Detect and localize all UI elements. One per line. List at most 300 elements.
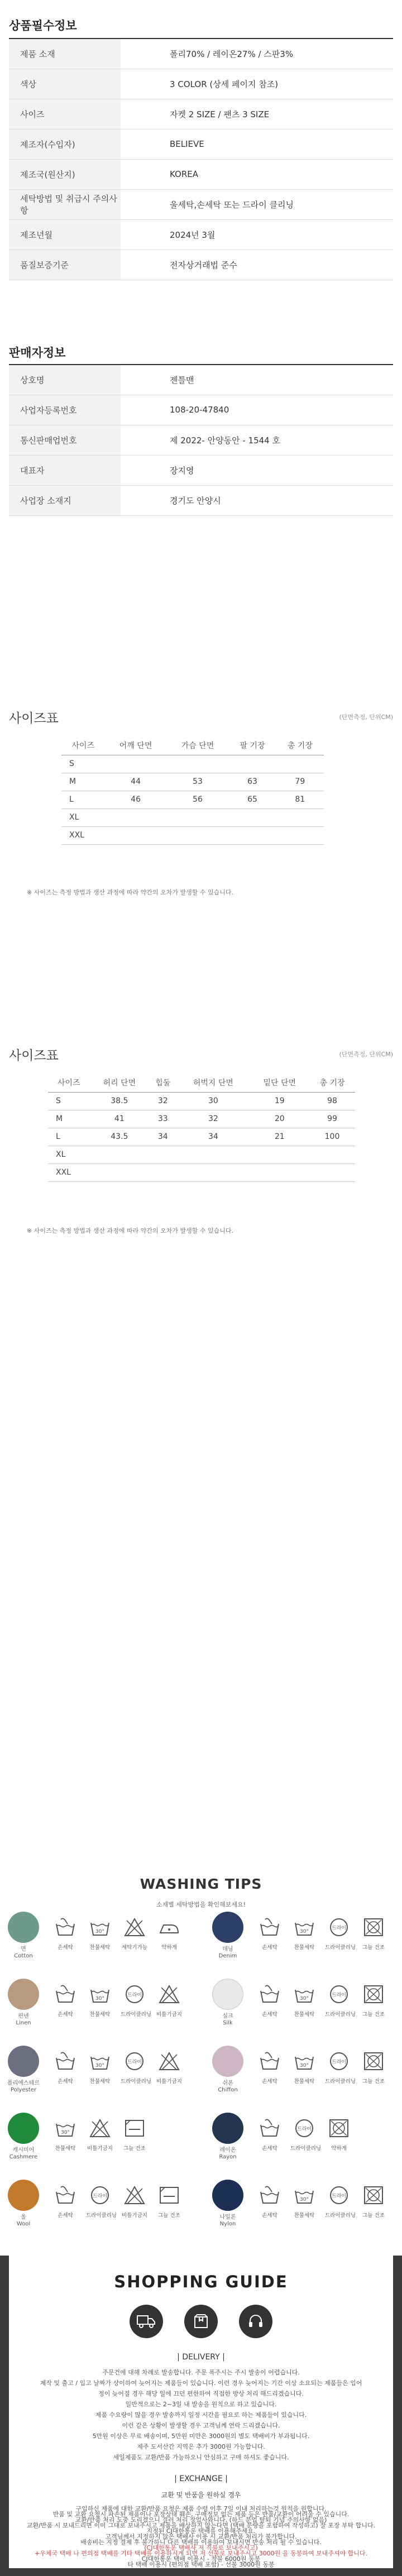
care-symbol [290,2184,318,2219]
guide-text-line: 제품 수요량이 많을 경우 발송까지 일정 시간을 필요로 하는 제품들이 있습니다. [95,2411,307,2419]
temp-wash-icon [86,1983,114,2005]
guide-text-line: 구입하신 제품에 대한 교환/반품 요청은 제품 수령 이후 7일 이내 처리하는것 원칙을 원합니다. [75,2505,327,2512]
washing-tips-subtitle: 소재별 세탁방법을 확인해보세요! [156,1901,246,1908]
fabric-swatch [212,1912,243,1943]
package-box-icon [184,2305,218,2338]
washing-tips-section [0,1876,402,2227]
fabric-row [0,1979,195,2040]
size-column-header: 어깨 단면 [105,736,167,755]
size-cell: M [48,1110,90,1128]
care-label: 드라이클리닝 [86,2213,117,2219]
jacket-size-table [61,736,324,845]
dry-clean-icon [121,2050,149,2072]
info-value: 108-20-47840 [121,395,393,425]
svg-text:드라이: 드라이 [127,1993,142,1998]
care-symbol [86,1983,114,2018]
guide-text-line: 5만원 이상은 무료 배송이며, 5만원 미만은 3000원의 별도 택배비가 부과됩니다. [92,2433,310,2440]
size-cell [167,808,229,826]
care-label: 그늘 건조 [362,2213,385,2219]
care-label: 손세탁 [58,2012,73,2018]
care-label: 그늘 건조 [362,2012,385,2018]
no-bleach-icon [155,2050,183,2072]
size-cell [149,1163,176,1181]
svg-text:30°: 30° [95,1996,104,2002]
care-symbol [121,1983,152,2018]
info-value: 장지영 [121,455,393,485]
fabric-name: 울 Wool [16,2214,31,2227]
care-symbol [290,2117,322,2152]
size-row [48,1146,355,1163]
size-cell: 21 [250,1128,310,1146]
size-cell: XXL [61,826,105,844]
fabric-row [0,2113,195,2174]
care-label: 찬물세탁 [55,2146,76,2152]
care-symbol [51,2117,79,2152]
care-symbol [256,2117,284,2152]
fabric-row [204,2180,400,2241]
size-column-header: 허리 단면 [90,1073,150,1092]
size-cell [228,755,276,773]
info-key: 제조자(수입자) [9,129,121,159]
size-cell: 34 [176,1128,250,1146]
size-cell: 33 [149,1110,176,1128]
size-cell [149,1146,176,1163]
care-label: 약하게 [331,2146,347,2152]
info-value: 젠틀맨 [121,365,393,395]
care-label: 찬물세탁 [294,2079,315,2085]
guide-text-line: (CJ대한통운 택배사 저 직불로 보내주시고) [144,2544,258,2551]
care-label: 그늘 건조 [158,2213,180,2219]
size-cell: L [61,791,105,808]
care-symbol [86,2117,114,2152]
fabric-row [204,2046,400,2107]
no-bleach-icon [121,2184,149,2206]
size-cell: 81 [276,791,324,808]
size-cell: 98 [309,1092,355,1110]
exchange-subheading: 교환 및 반품을 원하실 경우 [161,2491,241,2499]
size-disclaimer: ※ 사이즈는 측정 방법과 생산 과정에 따라 약간의 오차가 발생할 수 있습니다. [27,889,233,896]
size-cell: 19 [250,1092,310,1110]
hand-wash-icon [256,1916,284,1938]
fabric-swatch [8,1912,39,1943]
care-symbol [256,1983,284,2018]
care-label: 손세탁 [262,2012,277,2018]
size-cell [250,1163,310,1181]
care-label: 드라이클리닝 [121,2012,152,2018]
care-symbol [325,2050,356,2085]
care-symbol [360,1916,387,1951]
dry-clean-icon [290,2117,318,2139]
size-cell [250,1146,310,1163]
svg-text:드라이: 드라이 [331,2060,347,2065]
size-cell: XL [48,1146,90,1163]
care-symbol [86,2050,114,2085]
fabric-swatch [212,2180,243,2211]
hand-wash-icon [256,2184,284,2206]
care-label: 드라이클리닝 [325,2213,356,2219]
size-column-header: 밑단 단면 [250,1073,310,1092]
shopping-guide-box [9,2256,393,2568]
no-tumble-icon [360,2050,387,2072]
care-label: 손세탁 [58,2079,73,2085]
care-symbol [51,1983,79,2018]
no-tumble-icon [325,2117,353,2139]
info-value: 경기도 안양시 [121,485,393,515]
fabric-name: 린넨 Linen [16,2013,31,2026]
size-row [48,1092,355,1110]
info-key: 상호명 [9,365,121,395]
size-column-header: 총 기장 [276,736,324,755]
fabric-row [204,1979,400,2040]
fabric-name: 나일론 Nylon [219,2214,236,2227]
info-row [9,250,393,280]
size-cell [90,1146,150,1163]
size-cell: 65 [228,791,276,808]
care-symbol [256,1916,284,1951]
svg-text:30°: 30° [300,2197,309,2202]
care-label: 비틀기금지 [156,2079,182,2085]
care-symbol [155,2050,183,2085]
size-cell: 43.5 [90,1128,150,1146]
info-key: 색상 [9,69,121,99]
fabric-row [0,1912,195,1973]
size-cell [176,1146,250,1163]
fabric-row [204,1912,400,1973]
care-label: 손세탁 [58,1945,73,1951]
info-value: BELIEVE [121,129,393,159]
size-cell: 20 [250,1110,310,1128]
dry-clean-icon [121,1983,149,2005]
hand-wash-icon [51,1983,79,2005]
delivery-heading: | DELIVERY | [177,2353,225,2362]
hand-wash-icon [256,2050,284,2072]
svg-text:30°: 30° [300,1996,309,2002]
exchange-heading: | EXCHANGE | [174,2474,228,2483]
size-cell [228,808,276,826]
care-label: 찬물세탁 [89,1945,111,1951]
fabric-row [204,2113,400,2174]
care-label: 드라이클리닝 [121,2079,152,2085]
washing-tips-title: WASHING TIPS [140,1876,262,1892]
guide-text-line: 배송비는 지정 결제 후 불가하니 다른 택배를 이용하여 보내시면 반송 처리 될 수 있습니다. [80,2539,322,2546]
seller-info-table [9,364,393,516]
guide-text-line: CJ대한통운 택배 이용시 - 착불 6000원 동봉 [141,2555,261,2563]
size-cell: 99 [309,1110,355,1128]
size-cell: M [61,773,105,791]
care-symbol [155,1916,183,1951]
headset-support-icon [239,2305,272,2338]
care-symbol [325,1916,356,1951]
care-label: 손세탁 [262,2146,277,2152]
delivery-truck-icon [130,2305,163,2338]
size-title: 사이즈표 [9,711,59,726]
dry-clean-icon [325,2050,353,2072]
size-cell: 41 [90,1110,150,1128]
care-symbol [290,1983,318,2018]
info-value: 폴리70% / 레이온27% / 스판3% [121,39,393,69]
product-info-table [9,38,393,280]
no-tumble-icon [360,1916,387,1938]
care-label: 손세탁 [262,2213,277,2219]
svg-text:드라이: 드라이 [127,2060,142,2065]
care-label: 찬물세탁 [294,1945,315,1951]
hand-wash-icon [51,2184,79,2206]
care-symbol [86,2184,117,2219]
size-cell: 56 [167,791,229,808]
care-label: 손세탁 [262,1945,277,1951]
size-title: 사이즈표 [9,1048,59,1063]
fabric-name: 면 Cotton [14,1946,33,1959]
info-value: 2024년 3월 [121,219,393,250]
info-row [9,425,393,455]
size-cell: S [48,1092,90,1110]
flat-dry-icon [121,2117,149,2139]
info-key: 제품 소재 [9,39,121,69]
size-cell [167,755,229,773]
care-symbol [121,1916,149,1951]
svg-text:드라이: 드라이 [92,2194,108,2199]
care-label: 찬물세탁 [294,2012,315,2018]
care-label: 드라이클리닝 [290,2146,322,2152]
size-disclaimer: ※ 사이즈는 측정 방법과 생산 과정에 따라 약간의 오차가 발생할 수 있습니다. [27,1227,233,1234]
svg-text:드라이: 드라이 [331,2194,347,2199]
guide-icons [9,2305,393,2338]
guide-text-line: 반품 및 교환 요청시 파손된 제품이나 포장상태 훼손, 구매정보 없는 제품 등은 반품/교환이 어려울 수 있습니다. [52,2511,350,2518]
fabric-name: 캐시미어 Cashmere [9,2147,38,2160]
fabric-name: 쉬폰 Chiffon [218,2080,238,2093]
guide-text-line: 지정된 CJ대한통운 택배를 이용해주세요. [146,2527,256,2535]
seller-info-title: 판매자정보 [9,346,66,360]
care-symbol [360,1983,387,2018]
seller-info-section [0,336,402,516]
guide-text-line: 교환/반품 처리 도중 도리겠으니 결러 처리 장었사와니다. (하드 분업 탈퇴 기념 주의사항 없음) [75,2516,327,2524]
fabric-name: 레이온 Rayon [219,2147,237,2160]
info-value: KOREA [121,159,393,189]
hand-wash-icon [51,2050,79,2072]
temp-wash-icon [290,1916,318,1938]
info-row [9,219,393,250]
size-cell: XXL [48,1163,90,1181]
size-cell [228,826,276,844]
info-value: 전자상거래법 준수 [121,250,393,280]
svg-text:30°: 30° [95,2063,104,2069]
info-row [9,455,393,485]
shopping-guide-title: SHOPPING GUIDE [114,2272,288,2291]
info-row [9,189,393,219]
temp-wash-icon [290,1983,318,2005]
care-symbol [51,2184,79,2219]
care-symbol [360,2050,387,2085]
care-symbol [256,2184,284,2219]
temp-wash-icon [51,2117,79,2139]
info-key: 대표자 [9,455,121,485]
shopping-guide-section [0,2256,402,2576]
size-row [48,1163,355,1181]
size-header-row [48,1073,355,1092]
size-cell: 30 [176,1092,250,1110]
svg-text:30°: 30° [61,2130,70,2136]
fabric-swatch [212,1979,243,2010]
care-label: 찬물세탁 [294,2213,315,2219]
svg-text:드라이: 드라이 [331,1993,347,1998]
jacket-size-section [0,708,402,909]
info-key: 사이즈 [9,99,121,129]
care-label: 비틀기금지 [87,2146,113,2152]
size-cell [105,808,167,826]
info-key: 제조년월 [9,219,121,250]
size-row [48,1110,355,1128]
size-cell: 53 [167,773,229,791]
care-label: 그늘 건조 [362,2079,385,2085]
care-symbol [121,2050,152,2085]
info-key: 제조국(원산지) [9,159,121,189]
dry-clean-icon [325,1983,353,2005]
flat-dry-icon [155,2184,183,2206]
guide-text-line: 일반적으로는 2~3일 내 발송을 원칙으로 하고 있습니다. [125,2401,277,2408]
fabric-swatch [8,1979,39,2010]
care-symbol [121,2117,149,2152]
guide-text-line: 고객님께서 지정하지 않은 택배사 이용 시 교환/반품 처리가 불가합니다. [105,2533,297,2540]
size-cell: XL [61,808,105,826]
info-row [9,69,393,99]
size-cell: 32 [149,1092,176,1110]
size-row [61,826,324,844]
product-info-title: 상품필수정보 [9,19,77,32]
fabric-name: 폴리에스테르 Polyester [7,2080,40,2093]
size-row [61,791,324,808]
care-symbol [121,2184,149,2219]
guide-text-line: 주문건에 대해 차례로 발송합니다. 주문 폭주시는 주시 발송이 어렵습니다. [102,2369,300,2376]
care-symbol [290,1916,318,1951]
info-value: 자켓 2 SIZE / 팬츠 3 SIZE [121,99,393,129]
care-label: 손세탁 [58,2213,73,2219]
info-row [9,99,393,129]
care-symbol [86,1916,114,1951]
care-symbol [51,2050,79,2085]
fabric-row [0,2046,195,2107]
product-info-section [0,0,402,280]
care-label: 찬물세탁 [89,2079,111,2085]
care-symbol [155,2184,183,2219]
svg-text:30°: 30° [300,1929,309,1935]
care-label: 그늘 건조 [362,1945,385,1951]
no-tumble-icon [360,1983,387,2005]
hand-wash-icon [51,1916,79,1938]
size-column-header: 힙둘 [149,1073,176,1092]
dry-clean-icon [325,1916,353,1938]
care-label: 드라이클리닝 [325,2079,356,2085]
size-header-row [61,736,324,755]
fabric-swatch [212,2046,243,2077]
fabric-swatch [8,2046,39,2077]
care-symbol [360,2184,387,2219]
dry-clean-icon [86,2184,114,2206]
size-cell [105,755,167,773]
size-cell [276,755,324,773]
size-cell [276,808,324,826]
guide-text-line: 제주 도서산간 지역은 추가 3000원 가능합니다. [137,2443,265,2450]
no-bleach-icon [86,2117,114,2139]
size-cell [167,826,229,844]
size-column-header: 총 기장 [309,1073,355,1092]
info-row [9,129,393,159]
dry-clean-icon [325,2184,353,2206]
svg-text:30°: 30° [300,2063,309,2069]
care-label: 비틀기금지 [156,2012,182,2018]
no-bleach-icon [155,1983,183,2005]
size-row [61,808,324,826]
temp-wash-icon [86,2050,114,2072]
size-cell: S [61,755,105,773]
size-cell: 100 [309,1128,355,1146]
size-row [61,755,324,773]
size-unit-note: (단면측정, 단위CM) [339,1051,393,1058]
guide-text-line: 이런 같은 상황이 발생할 경우 고객님께 연락 드리겠습니다. [122,2422,280,2429]
size-cell [90,1163,150,1181]
guide-text-line: 제작 및 출고 / 입고 날짜가 상이하여 늦어지는 제품들이 있습니다. 이런 경우 늦어지는 기간 이상 소요되는 제품들은 입어 [40,2379,362,2387]
size-column-header: 사이즈 [61,736,105,755]
care-symbol [290,2050,318,2085]
pants-size-section [0,1045,402,1246]
care-symbol [325,2184,356,2219]
fabric-swatch [8,2113,39,2144]
svg-text:드라이: 드라이 [331,1926,347,1931]
hand-wash-icon [256,1983,284,2005]
guide-text-line: 세일제품도 교환/반품 가능하오니 안심하고 구매 하셔도 좋습니다. [113,2454,289,2461]
info-key: 사업자등록번호 [9,395,121,425]
info-row [9,159,393,189]
size-cell: L [48,1128,90,1146]
care-label: 손세탁 [262,2079,277,2085]
fabric-name: 실크 Silk [222,2013,233,2026]
size-row [61,773,324,791]
size-cell: 44 [105,773,167,791]
temp-wash-icon [290,2184,318,2206]
fabric-name: 데님 Denim [218,1946,237,1959]
care-label: 드라이클리닝 [325,1945,356,1951]
guide-text-line: 정이 늦어질 경우 해당 일에 끄던 편한하여 직접한 방상 처리 해드리겠습니다. [98,2390,304,2397]
guide-text-line: +우체국 택배 나 편의점 택배를 기타 택배를 이용하시게 되면 저 선불로 보내주시고 3000원 을 동봉하여 보내주셔야 합니다. [34,2550,368,2557]
size-column-header: 허벅지 단면 [176,1073,250,1092]
info-key: 세탁방법 및 취급시 주의사항 [9,189,121,219]
no-bleach-icon [121,1916,149,1938]
size-cell: 63 [228,773,276,791]
size-column-header: 가슴 단면 [167,736,229,755]
hand-wash-icon [256,2117,284,2139]
info-row [9,485,393,515]
size-column-header: 팔 기장 [228,736,276,755]
care-symbol [325,2117,353,2152]
info-key: 품질보증기준 [9,250,121,280]
care-label: 약하게 [161,1945,177,1951]
care-label: 그늘 건조 [123,2146,146,2152]
info-row [9,365,393,395]
size-cell: 34 [149,1128,176,1146]
temp-wash-icon [290,2050,318,2072]
info-row [9,395,393,425]
info-key: 통신판매업번호 [9,425,121,455]
size-cell [176,1163,250,1181]
size-cell: 46 [105,791,167,808]
no-tumble-icon [360,2184,387,2206]
size-column-header: 사이즈 [48,1073,90,1092]
size-cell: 79 [276,773,324,791]
size-unit-note: (단면측정, 단위CM) [339,714,393,721]
iron-icon [155,1916,183,1938]
care-label: 세탁기가능 [122,1945,147,1951]
care-symbol [256,2050,284,2085]
size-cell [309,1146,355,1163]
